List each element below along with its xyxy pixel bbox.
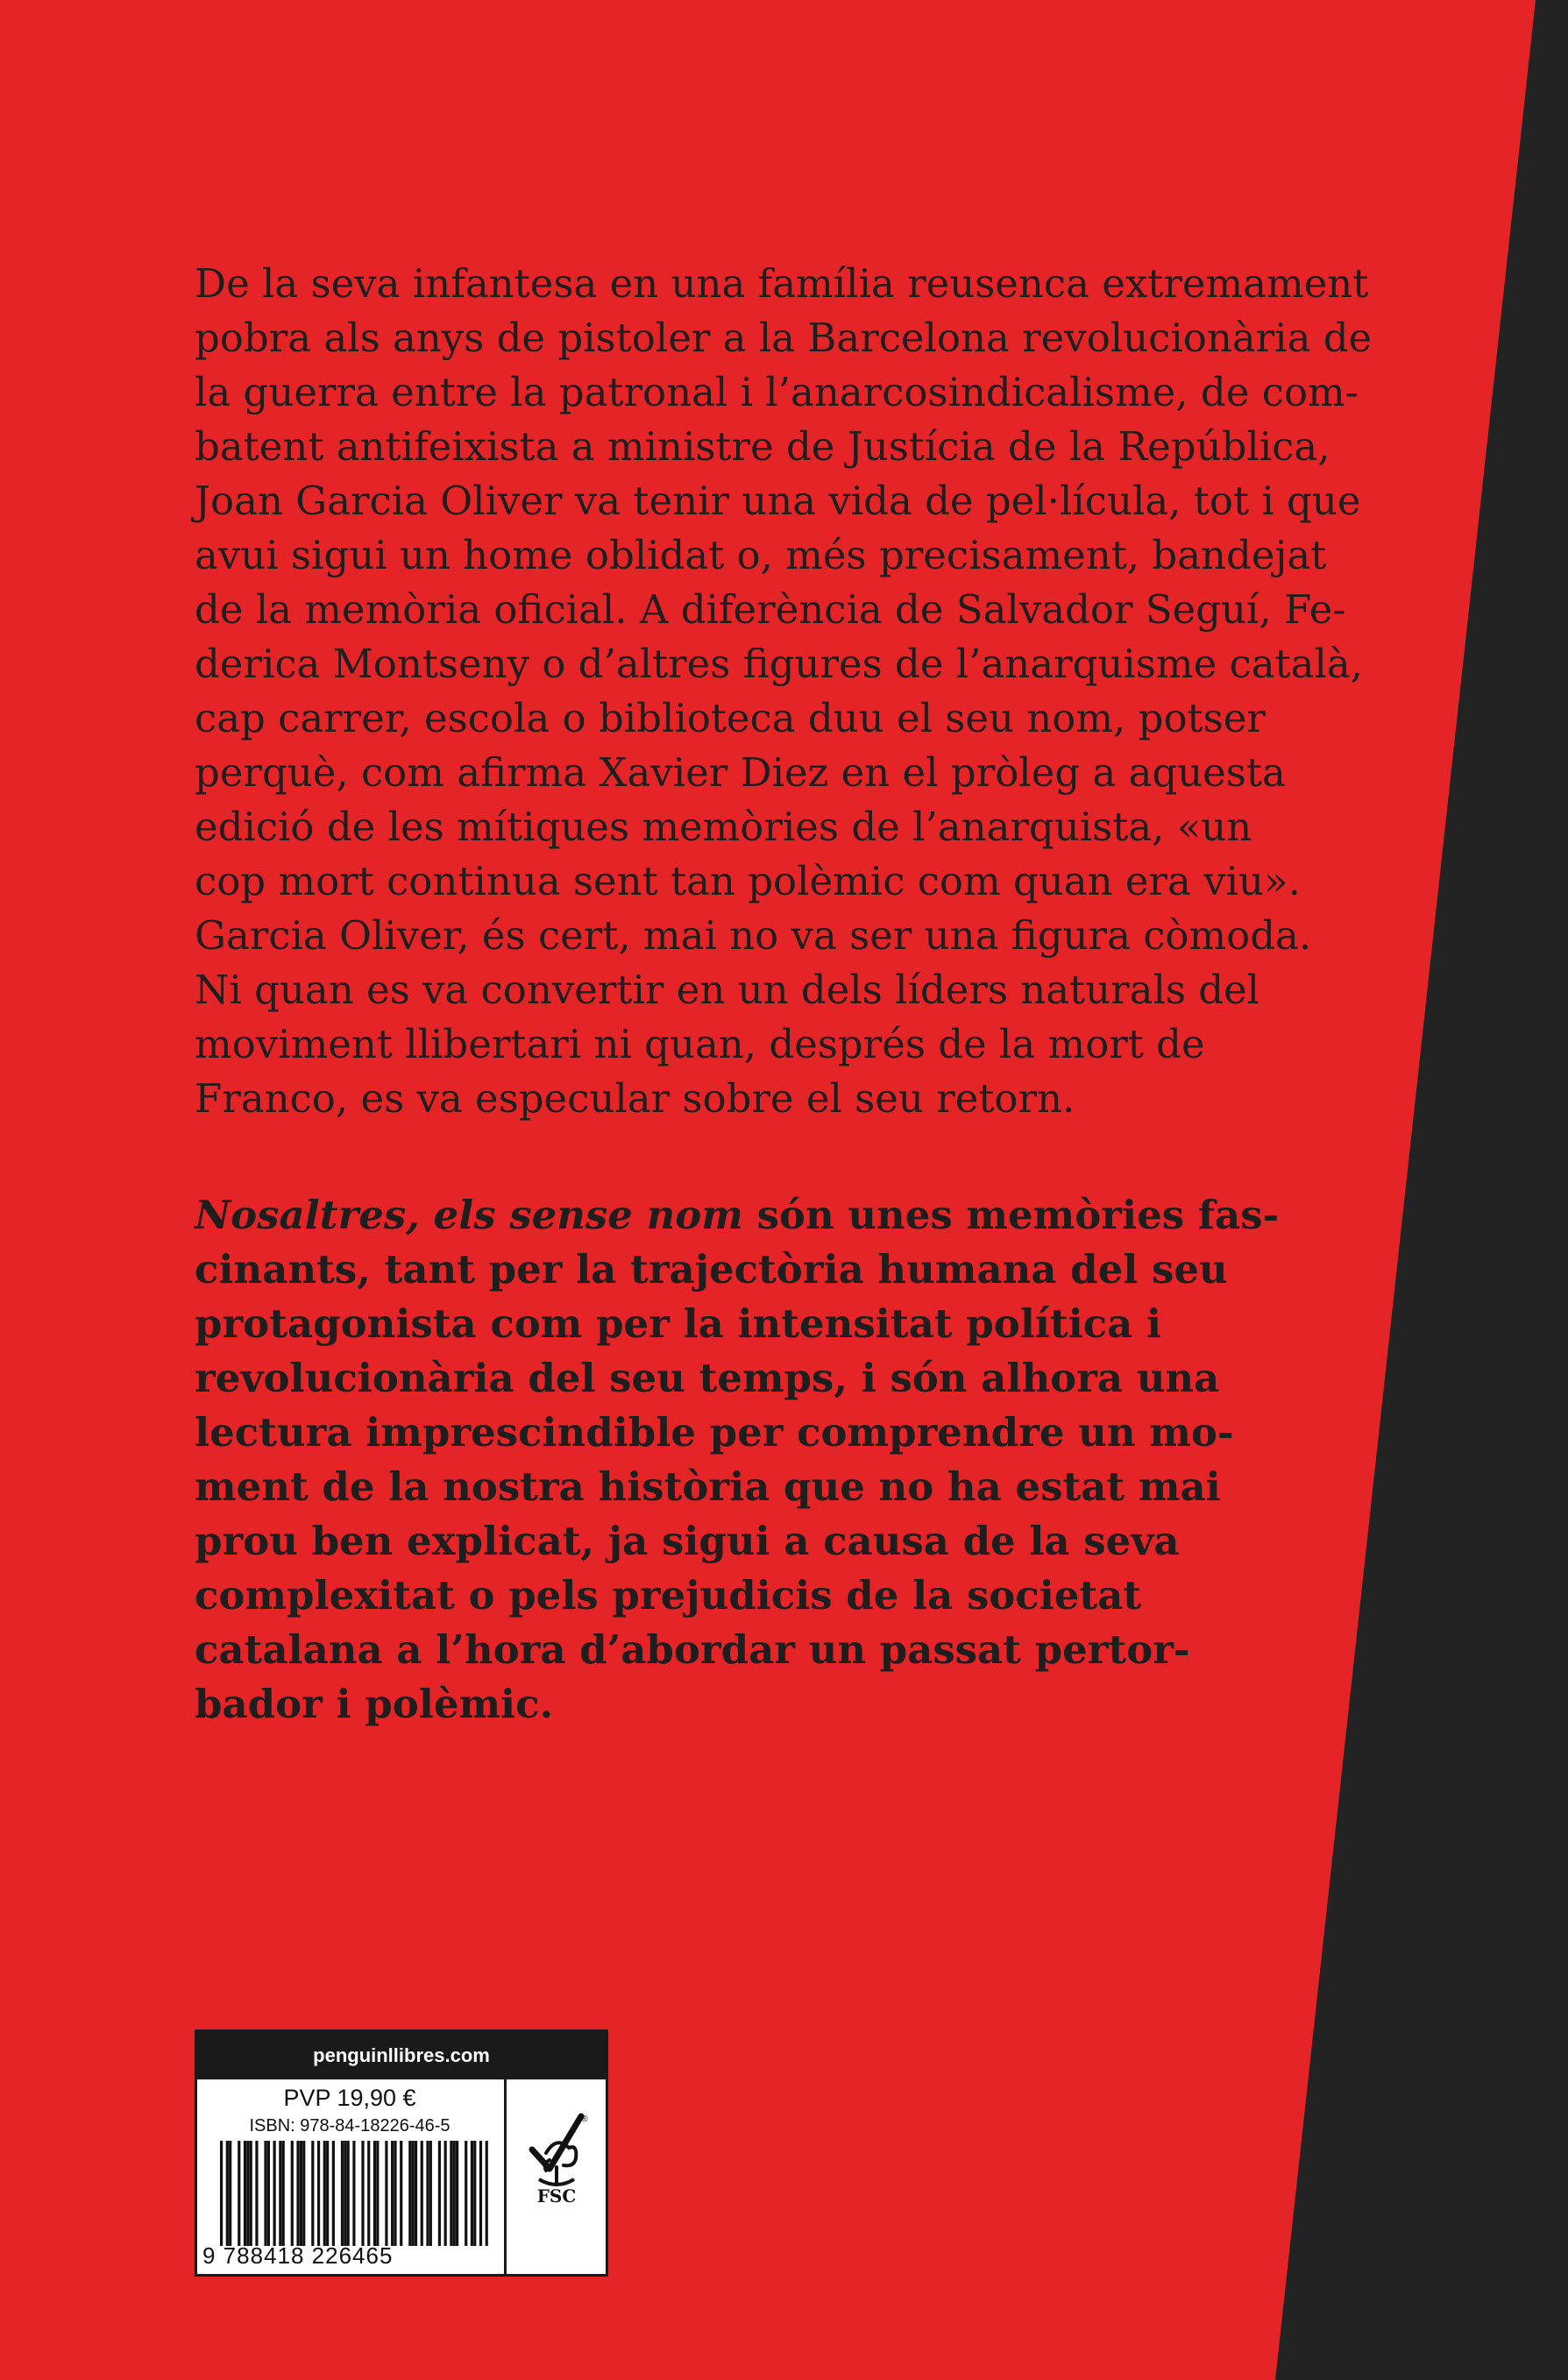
blurb-line: ment de la nostra història que no ha estat mai bbox=[195, 1463, 1221, 1510]
price-barcode-block bbox=[195, 2029, 608, 2277]
blurb-line: cop mort continua sent tan polèmic com quan era viu». bbox=[195, 858, 1301, 904]
blurb-line: de la memòria oficial. A diferència de Salvador Seguí, Fe- bbox=[195, 586, 1346, 633]
blurb-line: pobra als anys de pistoler a la Barcelona revolucionària de bbox=[195, 315, 1373, 361]
blurb-line: protagonista com per la intensitat política i bbox=[195, 1300, 1162, 1347]
blurb-line: Garcia Oliver, és cert, mai no va ser una figura còmoda. bbox=[195, 912, 1312, 959]
blurb-line: batent antifeixista a ministre de Justícia de la República, bbox=[195, 423, 1330, 470]
barcode-digits: 9 788418 226465 bbox=[202, 2242, 394, 2269]
fsc-label: FSC bbox=[536, 2185, 577, 2206]
blurb-line: Ni quan es va convertir en un dels líders naturals del bbox=[195, 967, 1260, 1013]
blurb-line: derica Montseny o d’altres figures de l’anarquisme català, bbox=[195, 641, 1363, 687]
blurb-line: De la seva infantesa en una família reusenca extremament bbox=[195, 260, 1369, 307]
isbn-label: ISBN: 978-84-18226-46-5 bbox=[249, 2116, 451, 2136]
blurb-line: complexitat o pels prejudicis de la societat bbox=[195, 1572, 1142, 1619]
blurb-line-rest: són unes memòries fas- bbox=[742, 1192, 1280, 1238]
blurb-line: perquè, com afirma Xavier Diez en el pròleg a aquesta bbox=[195, 749, 1286, 796]
blurb-line: Joan Garcia Oliver va tenir una vida de pel·lícula, tot i que bbox=[195, 478, 1361, 524]
blurb-line: cinants, tant per la trajectòria humana del seu bbox=[195, 1246, 1228, 1293]
blurb-line: moviment llibertari ni quan, després de la mort de bbox=[195, 1021, 1205, 1067]
blurb-line: avui sigui un home oblidat o, més precisament, bandejat bbox=[195, 532, 1327, 578]
blurb-line: cap carrer, escola o biblioteca duu el seu nom, potser bbox=[195, 695, 1266, 741]
website-label: penguinllibres.com bbox=[197, 2032, 606, 2079]
blurb-line: prou ben explicat, ja sigui a causa de la seva bbox=[195, 1518, 1180, 1564]
blurb-line: lectura imprescindible per comprendre un mo- bbox=[195, 1409, 1234, 1456]
block-divider bbox=[504, 2079, 507, 2274]
blurb-line: Franco, es va especular sobre el seu retorn. bbox=[195, 1075, 1075, 1122]
fsc-registered-mark: ® bbox=[581, 2114, 588, 2124]
ean13-barcode-icon bbox=[220, 2141, 488, 2246]
price-label: PVP 19,90 € bbox=[283, 2085, 416, 2111]
blurb-line: catalana a l’hora d’abordar un passat pertor- bbox=[195, 1626, 1190, 1673]
blurb-paragraph-2 bbox=[195, 1188, 1334, 1732]
blurb-line: la guerra entre la patronal i l’anarcosindicalisme, de com- bbox=[195, 369, 1359, 415]
fsc-tree-checkmark-icon bbox=[520, 2109, 593, 2206]
blurb-line bbox=[195, 1188, 1334, 1243]
blurb-line: revolucionària del seu temps, i són alhora una bbox=[195, 1355, 1220, 1401]
blurb-paragraph-1 bbox=[195, 257, 1373, 1126]
book-title: Nosaltres, els sense nom bbox=[195, 1192, 743, 1238]
blurb-line: edició de les mítiques memòries de l’anarquista, «un bbox=[195, 804, 1252, 850]
blurb-line: bador i polèmic. bbox=[195, 1681, 554, 1727]
